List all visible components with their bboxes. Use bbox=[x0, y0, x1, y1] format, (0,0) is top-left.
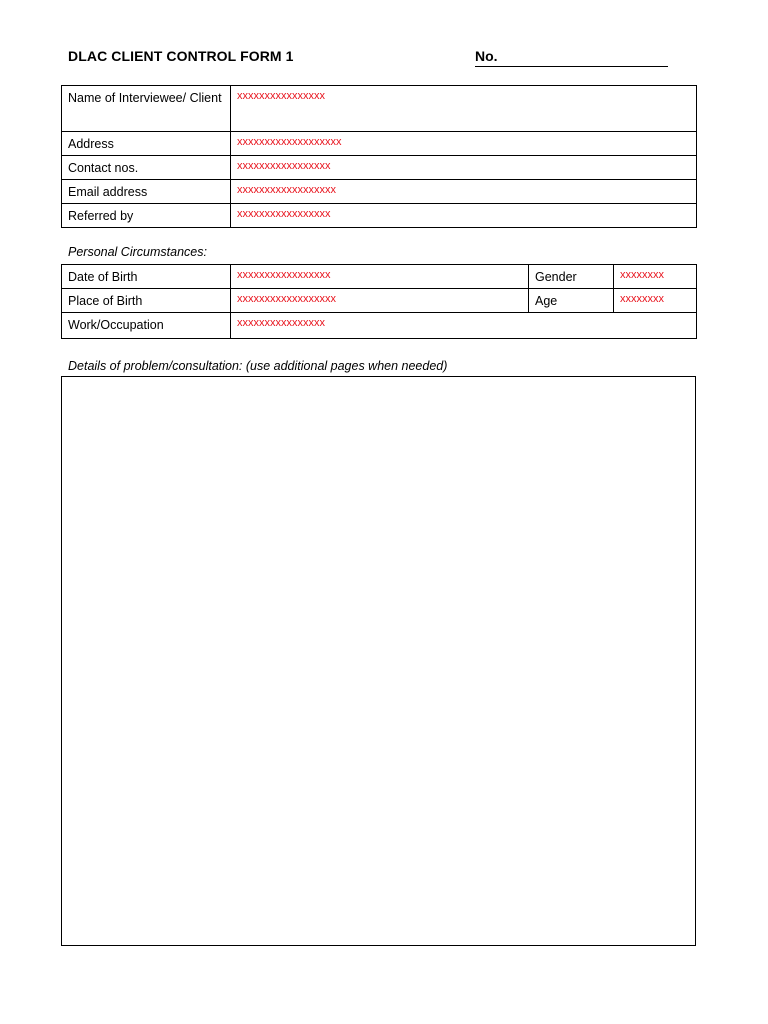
date-of-birth-value[interactable]: xxxxxxxxxxxxxxxxx bbox=[231, 265, 529, 289]
work-occupation-label: Work/Occupation bbox=[62, 313, 231, 339]
personal-circumstances-table bbox=[61, 264, 697, 339]
contact-nos-label: Contact nos. bbox=[62, 156, 231, 180]
personal-circumstances-caption: Personal Circumstances: bbox=[68, 245, 207, 259]
details-caption: Details of problem/consultation: (use additional pages when needed) bbox=[68, 359, 448, 373]
name-of-interviewee-label: Name of Interviewee/ Client bbox=[62, 86, 231, 132]
table-row bbox=[62, 132, 697, 156]
client-info-table bbox=[61, 85, 697, 228]
form-number-label: No. bbox=[475, 48, 498, 64]
details-textarea[interactable] bbox=[61, 376, 696, 946]
place-of-birth-label: Place of Birth bbox=[62, 289, 231, 313]
age-value[interactable]: xxxxxxxx bbox=[614, 289, 697, 313]
email-address-label: Email address bbox=[62, 180, 231, 204]
form-title: DLAC CLIENT CONTROL FORM 1 bbox=[68, 48, 294, 64]
table-row bbox=[62, 156, 697, 180]
referred-by-value[interactable]: xxxxxxxxxxxxxxxxx bbox=[231, 204, 697, 228]
form-number-field[interactable] bbox=[475, 66, 668, 67]
table-row bbox=[62, 265, 697, 289]
gender-label: Gender bbox=[529, 265, 614, 289]
name-of-interviewee-value[interactable]: xxxxxxxxxxxxxxxx bbox=[231, 86, 697, 132]
age-label: Age bbox=[529, 289, 614, 313]
referred-by-label: Referred by bbox=[62, 204, 231, 228]
contact-nos-value[interactable]: xxxxxxxxxxxxxxxxx bbox=[231, 156, 697, 180]
table-row bbox=[62, 180, 697, 204]
table-row bbox=[62, 289, 697, 313]
address-label: Address bbox=[62, 132, 231, 156]
table-row bbox=[62, 204, 697, 228]
place-of-birth-value[interactable]: xxxxxxxxxxxxxxxxxx bbox=[231, 289, 529, 313]
gender-value[interactable]: xxxxxxxx bbox=[614, 265, 697, 289]
table-row bbox=[62, 86, 697, 132]
address-value[interactable]: xxxxxxxxxxxxxxxxxxx bbox=[231, 132, 697, 156]
table-row bbox=[62, 313, 697, 339]
work-occupation-value[interactable]: xxxxxxxxxxxxxxxx bbox=[231, 313, 697, 339]
email-address-value[interactable]: xxxxxxxxxxxxxxxxxx bbox=[231, 180, 697, 204]
date-of-birth-label: Date of Birth bbox=[62, 265, 231, 289]
